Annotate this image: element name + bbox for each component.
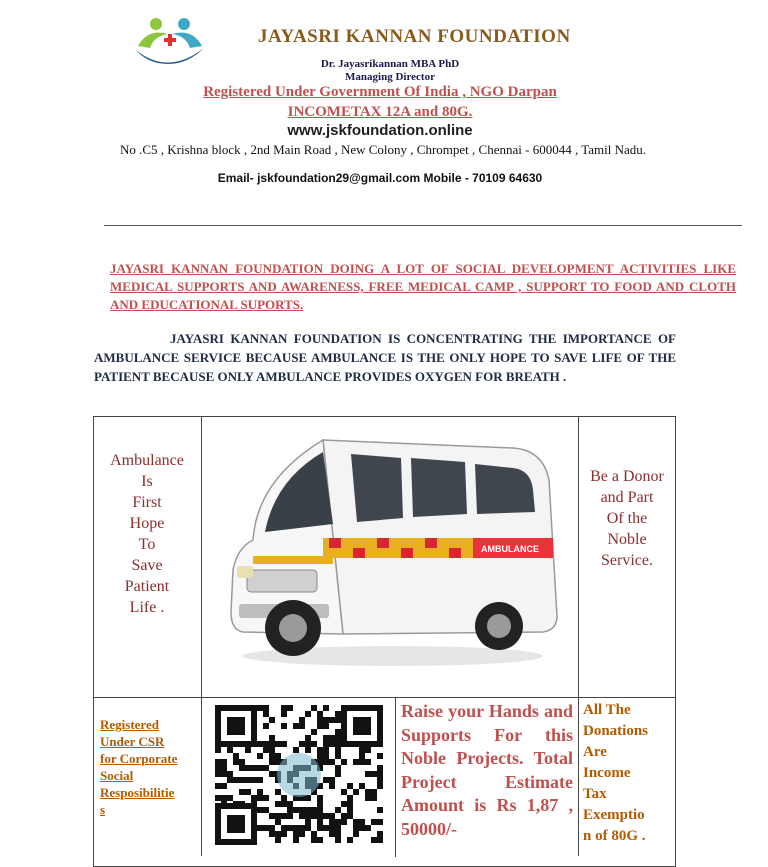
exempt-line: Income [583,765,631,781]
director-block [300,58,480,84]
right-slogan [578,466,676,571]
address: No .C5 , Krishna block , 2nd Main Road , New Colony , Chrompet , Chennai - 600044 , Tamil Nadu. [119,142,647,157]
slogan-line: First [132,494,162,511]
tax-line: INCOMETAX 12A and 80G. [287,104,473,120]
exempt-line: Tax [583,786,607,802]
exempt-line: All The [583,702,631,718]
ambulance-stripe-text: AMBULANCE [481,544,539,554]
csr-line: s [100,802,106,817]
qr-code-icon[interactable] [215,705,383,850]
ambulance-image [213,420,573,675]
slogan-line: Noble [607,531,647,548]
director-title: Managing Director [345,71,435,83]
csr-line: Resposibilitie [100,785,175,800]
exempt-line: Are [583,744,607,760]
registration-line: Registered Under Government Of India , NGO Darpan [203,84,557,100]
donation-appeal: Raise your Hands and Supports For this Noble Projects. Total Project Estimate Amount is Rs 1,87 , 50000/- [401,701,573,839]
slogan-line: Service. [601,552,653,569]
slogan-line: Is [141,473,153,490]
csr-note [100,716,196,818]
tax-exemption-note [583,700,673,847]
csr-line: Social [100,768,134,783]
slogan-line: Be a Donor [590,468,664,485]
slogan-line: and Part [600,489,654,506]
website-link[interactable]: www.jskfoundation.online [287,122,473,139]
slogan-line: Save [131,557,163,574]
focus-paragraph: JAYASRI KANNAN FOUNDATION IS CONCENTRATING THE IMPORTANCE OF AMBULANCE SERVICE BECAUSE AMBULANCE IS THE ONLY HOPE TO SAVE LIFE OF THE PATIENT BECAUSE ONLY AMBULANCE PROVIDES OXYGEN FOR BREATH . [94,331,676,384]
header-divider [104,225,742,226]
column-divider [201,416,202,856]
contact-line: Email- jskfoundation29@gmail.com Mobile - 70109 64630 [217,171,543,185]
exempt-line: Donations [583,723,649,739]
director-name: Dr. Jayasrikannan MBA PhD [320,58,460,70]
csr-line: Under CSR [100,734,165,749]
left-slogan [93,450,201,618]
foundation-logo-icon [128,14,212,70]
slogan-line: Of the [606,510,648,527]
exempt-line: Exemptio [583,807,645,823]
slogan-line: Hope [129,515,165,532]
csr-line: Registered [100,717,159,732]
slogan-line: Patient [124,578,170,595]
org-title: JAYASRI KANNAN FOUNDATION [258,26,571,47]
csr-line: for Corporate [100,751,178,766]
slogan-line: To [138,536,156,553]
slogan-line: Ambulance [110,452,184,469]
slogan-line: Life . [129,599,165,616]
intro-paragraph: JAYASRI KANNAN FOUNDATION DOING A LOT OF SOCIAL DEVELOPMENT ACTIVITIES LIKE MEDICAL SUPPORTS AND AWARENESS, FREE MEDICAL CAMP , SUPPORT TO FOOD AND CLOTH AND EDUCATIONAL SUPORTS. [110,261,736,312]
info-table [93,416,676,856]
exempt-line: n of 80G . [583,828,646,844]
column-divider [395,697,396,857]
